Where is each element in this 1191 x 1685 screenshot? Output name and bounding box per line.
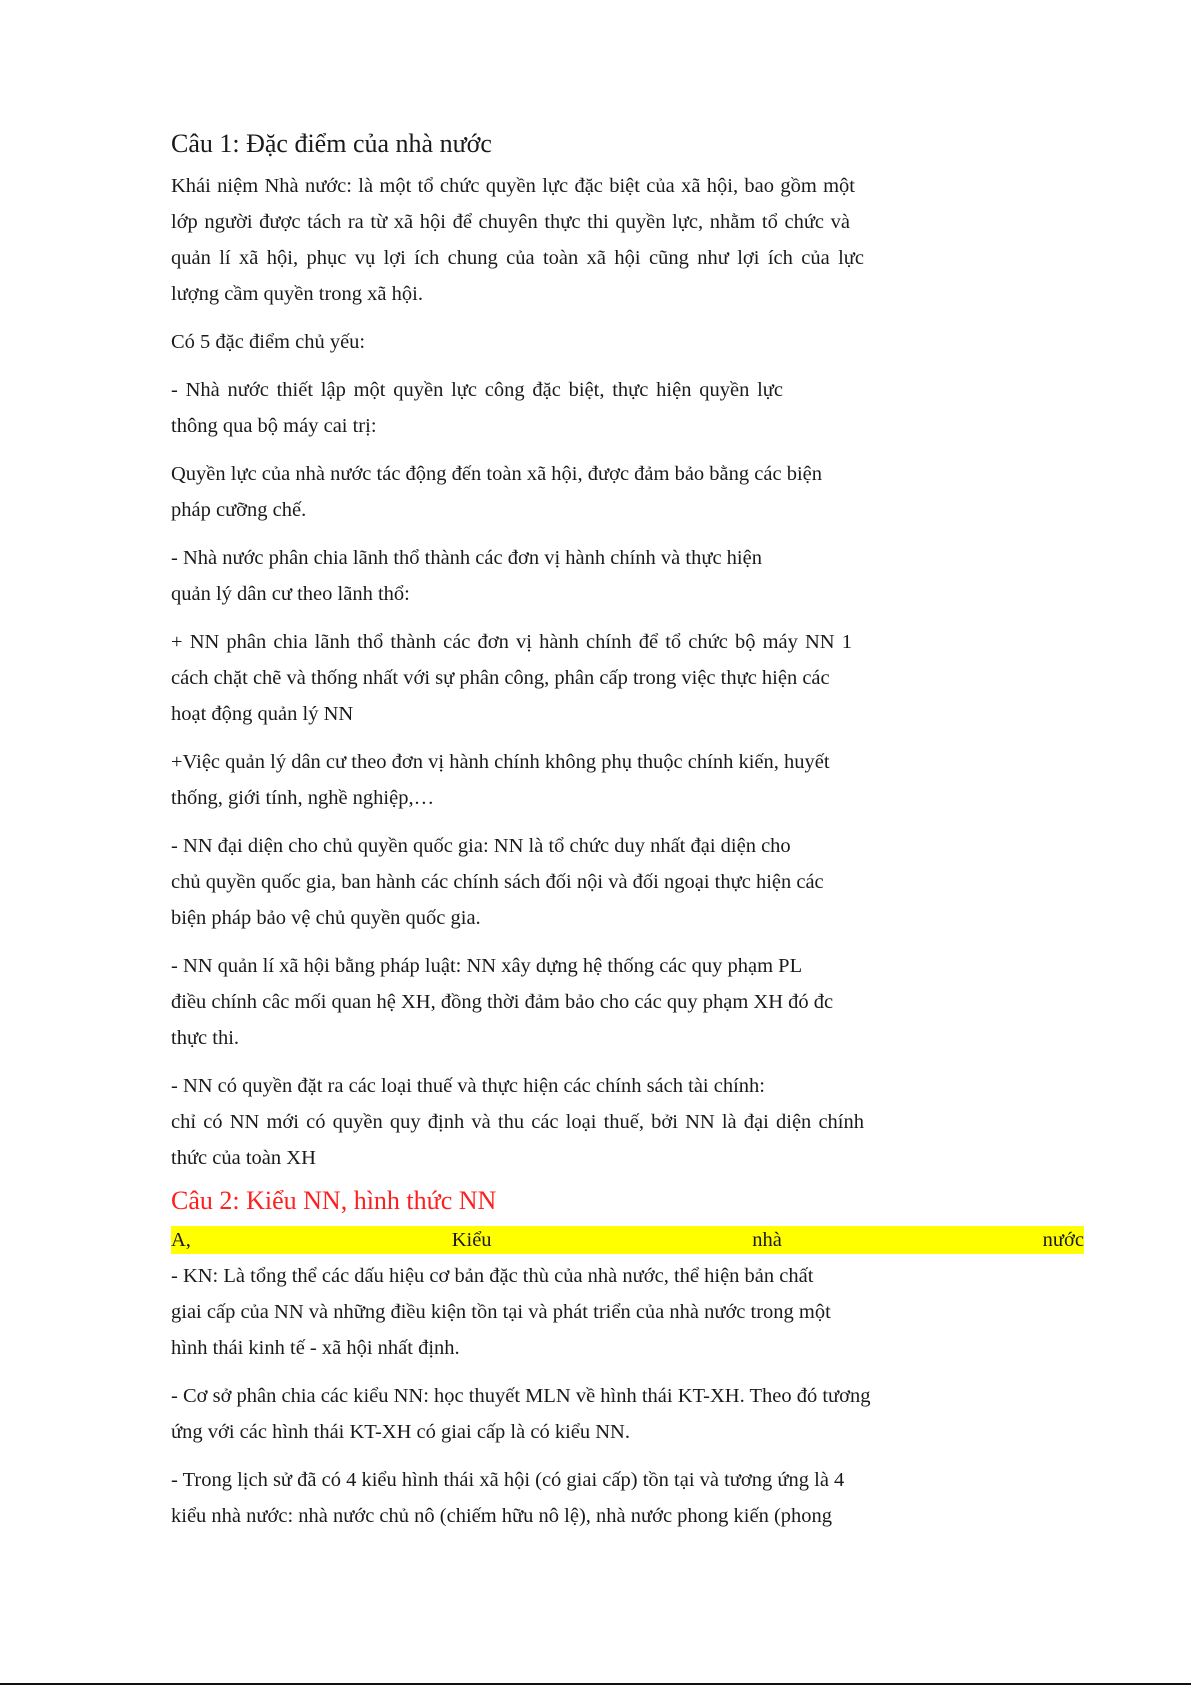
text-line: lượng cầm quyền trong xã hội. xyxy=(171,283,423,305)
highlight-word: nước xyxy=(1042,1229,1084,1251)
paragraph-feature-2-point-a xyxy=(171,624,1084,732)
text-line: giai cấp của NN và những điều kiện tồn tại và phát triển của nhà nước trong một xyxy=(171,1301,831,1323)
text-line: +Việc quản lý dân cư theo đơn vị hành chính không phụ thuộc chính kiến, huyết xyxy=(171,751,830,773)
heading-cau-2: Câu 2: Kiểu NN, hình thức NN xyxy=(171,1186,497,1215)
text-line: cách chặt chẽ và thống nhất với sự phân công, phân cấp trong việc thực hiện các xyxy=(171,667,830,689)
text-line: chỉ có NN mới có quyền quy định và thu các loại thuế, bởi NN là đại diện chính xyxy=(171,1111,864,1133)
paragraph-feature-2 xyxy=(171,540,1084,612)
text-line: biện pháp bảo vệ chủ quyền quốc gia. xyxy=(171,907,481,929)
text-line: kiểu nhà nước: nhà nước chủ nô (chiếm hữu nô lệ), nhà nước phong kiến (phong xyxy=(171,1505,833,1527)
paragraph-type-history xyxy=(171,1462,1084,1534)
paragraph-feature-1 xyxy=(171,372,1084,444)
paragraph-feature-count xyxy=(171,324,1084,360)
text-line: chủ quyền quốc gia, ban hành các chính sách đối nội và đối ngoại thực hiện các xyxy=(171,871,824,893)
text-line: quản lí xã hội, phục vụ lợi ích chung của toàn xã hội cũng như lợi ích của lực xyxy=(171,247,864,269)
text-line: lớp người được tách ra từ xã hội để chuyên thực thi quyền lực, nhằm tổ chức và xyxy=(171,211,850,233)
text-line: - NN có quyền đặt ra các loại thuế và thực hiện các chính sách tài chính: xyxy=(171,1075,765,1097)
highlight-word: A, xyxy=(171,1229,191,1251)
text-line: thông qua bộ máy cai trị: xyxy=(171,415,377,437)
paragraph-concept xyxy=(171,168,1084,312)
paragraph-type-basis xyxy=(171,1378,1084,1450)
paragraph-feature-1-detail xyxy=(171,456,1084,528)
text-line: Quyền lực của nhà nước tác động đến toàn xã hội, được đảm bảo bằng các biện xyxy=(171,463,822,485)
text-line: điều chính câc mối quan hệ XH, đồng thời đảm bảo cho các quy phạm XH đó đc xyxy=(171,991,834,1013)
paragraph-feature-5 xyxy=(171,1068,1084,1176)
text-line: hình thái kinh tế - xã hội nhất định. xyxy=(171,1337,460,1359)
heading-cau-1: Câu 1: Đặc điểm của nhà nước xyxy=(171,129,492,158)
text-line: quản lý dân cư theo lãnh thổ: xyxy=(171,583,410,605)
paragraph-type-concept xyxy=(171,1258,1084,1366)
text-line: hoạt động quản lý NN xyxy=(171,703,354,725)
text-line: - KN: Là tổng thể các dấu hiệu cơ bản đặc thù của nhà nước, thể hiện bản chất xyxy=(171,1265,814,1287)
text-line: - Trong lịch sử đã có 4 kiểu hình thái xã hội (có giai cấp) tồn tại và tương ứng là 4 xyxy=(171,1469,845,1491)
paragraph-feature-4 xyxy=(171,948,1084,1056)
text-line: - Cơ sở phân chia các kiểu NN: học thuyết MLN về hình thái KT-XH. Theo đó tương xyxy=(171,1385,871,1407)
document-body xyxy=(171,124,1084,1546)
text-line: Khái niệm Nhà nước: là một tổ chức quyền lực đặc biệt của xã hội, bao gồm một xyxy=(171,175,855,197)
text-line: ứng với các hình thái KT-XH có giai cấp là có kiểu NN. xyxy=(171,1421,630,1443)
text-line: - Nhà nước phân chia lãnh thổ thành các đơn vị hành chính và thực hiện xyxy=(171,547,762,569)
text-line: thực thi. xyxy=(171,1027,240,1049)
text-line: - NN quản lí xã hội bằng pháp luật: NN xây dựng hệ thống các quy phạm PL xyxy=(171,955,803,977)
text-line: pháp cưỡng chế. xyxy=(171,499,307,521)
text-line: thức của toàn XH xyxy=(171,1147,316,1169)
text-line: - NN đại diện cho chủ quyền quốc gia: NN là tổ chức duy nhất đại diện cho xyxy=(171,835,791,857)
text-line: thống, giới tính, nghề nghiệp,… xyxy=(171,787,435,809)
highlight-word: nhà xyxy=(752,1229,782,1251)
highlight-word: Kiểu xyxy=(451,1229,492,1251)
text-line: Có 5 đặc điểm chủ yếu: xyxy=(171,331,366,353)
paragraph-feature-2-point-b xyxy=(171,744,1084,816)
text-line: + NN phân chia lãnh thổ thành các đơn vị hành chính để tổ chức bộ máy NN 1 xyxy=(171,631,852,653)
highlighted-subheading xyxy=(171,1226,1084,1254)
paragraph-feature-3 xyxy=(171,828,1084,936)
text-line: - Nhà nước thiết lập một quyền lực công đặc biệt, thực hiện quyền lực xyxy=(171,379,783,401)
